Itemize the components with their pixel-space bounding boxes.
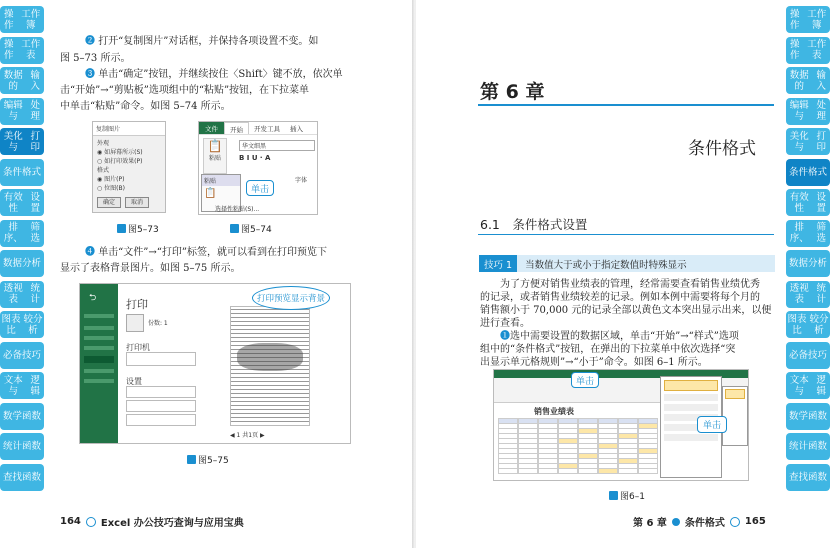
font-name-box[interactable]: 华文细黑 [239, 140, 315, 151]
copies-field[interactable]: 份数: 1 [148, 320, 168, 327]
grid-cell[interactable] [638, 468, 658, 474]
para1-line1: 为了方便对销售业绩表的管理，经常需要查看销售业绩优秀 [500, 279, 760, 290]
side-tab-label: 较分析 [809, 313, 829, 336]
option-screen[interactable]: ◉ 如屏幕所示(S) [97, 149, 143, 156]
rules-submenu [722, 386, 748, 446]
footer-chapter: 第 6 章 [633, 518, 667, 529]
side-tab-label: 数据的 [789, 69, 809, 92]
right-footer [633, 514, 766, 529]
side-tab-label: 分析 [22, 258, 42, 269]
preview-shows-background-callout: 打印预览显示背景 [252, 286, 330, 310]
side-tab-label: 函数 [22, 410, 42, 422]
sheet-title: 销售业绩表 [534, 407, 574, 416]
grid-cell[interactable] [498, 468, 518, 474]
side-tab-label: 格式 [808, 166, 828, 178]
menu-item-6[interactable] [664, 434, 718, 441]
side-tab-label: 排序、 [3, 222, 23, 244]
side-tab-label: 逻辑 [30, 374, 40, 397]
tab-developer[interactable]: 开发工具 [254, 125, 280, 133]
back-arrow-icon[interactable]: ⮌ [89, 293, 97, 303]
side-tab[interactable] [0, 67, 44, 94]
side-tab[interactable] [786, 311, 830, 338]
side-tab[interactable] [0, 128, 44, 155]
footer-chapter-title: 条件格式 [684, 518, 725, 529]
side-tab[interactable] [786, 342, 830, 369]
side-tab-label: 处理 [30, 100, 40, 122]
click-callout-left: 单击 [246, 180, 274, 196]
sales-grid [498, 418, 658, 476]
side-tab-label: 编辑与 [3, 100, 23, 122]
step1-line1: ❶选中需要设置的数据区域，单击“开始”→“样式”选项 [500, 331, 739, 342]
figure-icon [609, 491, 618, 500]
side-tab[interactable] [0, 220, 44, 247]
side-tab-label: 统计 [816, 283, 826, 305]
side-tab-label: 有效性 [789, 191, 809, 214]
step4-text-line1: ❹ 单击“文件”→“打印”标签，就可以看到在打印预览下 [85, 247, 328, 258]
footer-dot-icon [672, 518, 680, 526]
side-tab-label: 数学 [2, 410, 22, 422]
background-picture [237, 343, 303, 371]
side-tab[interactable] [786, 464, 830, 491]
grid-cell[interactable] [598, 468, 618, 474]
side-tab[interactable] [0, 250, 44, 277]
section-rule [478, 234, 774, 235]
side-tab-label: 美化与 [3, 130, 23, 153]
side-tab-label: 条件 [2, 166, 22, 178]
side-tab-label: 函数 [808, 410, 828, 422]
appearance-label: 外观 [97, 140, 110, 147]
tip-title: 当数值大于或小于指定数值时特殊显示 [525, 259, 687, 271]
fig-6-1-caption: 图6–1 [609, 489, 645, 502]
backstage-sidebar [80, 284, 118, 443]
figure-icon [117, 224, 126, 233]
step3-text-line2: 击“开始”→“剪贴板”选项组中的“粘贴”按钮，在下拉菜单 [60, 85, 310, 96]
side-tab-label: 工作簿 [807, 8, 827, 31]
settings-label: 设置 [126, 377, 142, 386]
side-tab-label: 文本与 [3, 374, 23, 397]
page-nav[interactable]: ◀ 1 共1页 ▶ [230, 432, 265, 439]
side-tab-label: 有效性 [3, 191, 23, 214]
side-tab-label: 筛选 [816, 222, 826, 244]
side-tab-label: 筛选 [30, 222, 40, 244]
grid-cell[interactable] [538, 468, 558, 474]
side-tab[interactable] [786, 128, 830, 155]
menu-item-2[interactable] [664, 394, 718, 401]
para1-line3: 销售额小于 70,000 元的记录全部以黄色文本突出显示出来，以便 [480, 305, 772, 316]
side-tab-label: 图表比 [787, 313, 807, 336]
preview-page [230, 306, 310, 426]
side-tab-label: 统计 [788, 441, 808, 452]
side-tab-label: 函数 [808, 441, 828, 452]
side-tab[interactable] [786, 98, 830, 125]
side-tab-label: 操作 [790, 8, 800, 31]
fig-5-75-caption: 图5–75 [187, 453, 229, 466]
side-tab[interactable] [0, 159, 44, 186]
para1-line4: 进行查看。 [480, 318, 530, 329]
side-tab[interactable] [0, 372, 44, 399]
side-tab-label: 输入 [30, 69, 40, 92]
left-footer [60, 514, 244, 529]
grid-cell[interactable] [558, 468, 578, 474]
side-tab[interactable] [0, 433, 44, 460]
step3-text-line3: 中单击“粘贴”命令。如图 5–74 所示。 [60, 101, 231, 112]
fig-5-74-caption: 图5–74 [230, 222, 272, 235]
side-tab[interactable] [0, 403, 44, 430]
side-tab[interactable] [786, 37, 830, 64]
side-tab-label: 数据的 [3, 69, 23, 92]
side-tab[interactable] [786, 250, 830, 277]
side-tab[interactable] [786, 189, 830, 216]
ok-button[interactable]: 确定 [97, 197, 121, 208]
side-tab-label: 分析 [808, 258, 828, 269]
cancel-button[interactable]: 取消 [125, 197, 149, 208]
side-tab-label: 较分析 [23, 313, 43, 336]
side-tab-label: 查找 [2, 471, 22, 483]
section-heading: 6.1 条件格式设置 [480, 217, 588, 232]
tip-banner [479, 255, 775, 272]
option-print[interactable]: ○ 如打印效果(P) [97, 158, 143, 165]
side-tab-label: 设置 [816, 191, 826, 214]
side-tab-label: 技巧 [808, 349, 828, 361]
side-tab[interactable] [0, 281, 44, 308]
side-tab[interactable] [0, 189, 44, 216]
side-tab-label: 透视表 [789, 283, 809, 305]
side-tab-label: 函数 [22, 471, 42, 483]
side-tab-label: 逻辑 [816, 374, 826, 397]
side-tab[interactable] [786, 6, 830, 33]
chapter-rule [478, 104, 774, 106]
side-tab-label: 技巧 [22, 349, 42, 361]
side-tab[interactable] [0, 98, 44, 125]
setting-select-1[interactable] [126, 386, 196, 398]
option-picture[interactable]: ◉ 图片(P) [97, 176, 125, 183]
side-tab[interactable] [786, 159, 830, 186]
side-tab-label: 工作簿 [21, 8, 41, 31]
book-title: Excel 办公技巧查询与应用宝典 [100, 518, 244, 529]
side-tab[interactable] [786, 372, 830, 399]
side-tab-label: 打印 [30, 130, 40, 153]
grid-cell[interactable] [518, 468, 538, 474]
side-tab-label: 条件 [788, 166, 808, 178]
paste-special-item[interactable]: 选择性粘贴(S)... [215, 206, 260, 213]
side-tab-label: 函数 [22, 441, 42, 452]
side-tab[interactable] [786, 220, 830, 247]
side-tab-label: 数学 [788, 410, 808, 422]
paste-button[interactable]: 📋 粘贴 [203, 138, 227, 174]
side-tab-label: 统计 [30, 283, 40, 305]
side-tab[interactable] [786, 281, 830, 308]
font-style-buttons[interactable]: B I U · A [239, 154, 271, 162]
highlight-cells-rules-item[interactable] [664, 380, 718, 391]
option-bitmap[interactable]: ○ 位图(B) [97, 185, 125, 192]
setting-select-3[interactable] [126, 414, 196, 426]
step4-text-line2: 显示了表格背景图片。如图 5–75 所示。 [60, 263, 241, 274]
side-tab-label: 数据 [2, 258, 22, 269]
click-callout-2: 单击 [697, 416, 727, 433]
figure-icon [230, 224, 239, 233]
side-tab[interactable] [0, 37, 44, 64]
side-tab-label: 必备 [2, 349, 22, 361]
side-tab-label: 打印 [816, 130, 826, 153]
step2-text-line2: 图 5–73 所示。 [60, 53, 131, 64]
side-tab-label: 编辑与 [789, 100, 809, 122]
figure-icon [187, 455, 196, 464]
tab-insert[interactable]: 插入 [290, 125, 303, 133]
side-tab-label: 查找 [788, 471, 808, 483]
printer-label: 打印机 [126, 343, 150, 352]
footer-circle-icon [86, 517, 96, 527]
grid-cell[interactable] [578, 468, 598, 474]
side-tab-label: 操作 [4, 39, 14, 61]
paste-menu-header: 粘贴 [202, 175, 240, 186]
side-tab-label: 处理 [816, 100, 826, 122]
side-tab-label: 数据 [788, 258, 808, 269]
side-tab-label: 工作表 [807, 39, 827, 61]
page-number-left: 164 [60, 516, 81, 527]
side-tab[interactable] [0, 342, 44, 369]
fig-5-73-caption: 图5–73 [117, 222, 159, 235]
font-group-label: 字体 [295, 177, 308, 184]
side-tab[interactable] [0, 464, 44, 491]
side-tab-label: 文本与 [789, 374, 809, 397]
less-than-item[interactable] [725, 389, 745, 399]
side-tab-label: 函数 [808, 471, 828, 483]
side-tab[interactable] [786, 67, 830, 94]
side-tab-label: 格式 [22, 166, 42, 178]
para1-line2: 的记录，或者销售业绩较差的记录。例如本例中需要将每个月的 [480, 292, 760, 303]
menu-item-3[interactable] [664, 404, 718, 411]
format-label: 格式 [97, 167, 110, 174]
grid-row [498, 468, 658, 473]
step3-text-line1: ❸ 单击“确定”按钮，并继续按住〈Shift〉键不放，依次单 [85, 69, 343, 80]
side-tab-label: 透视表 [3, 283, 23, 305]
chapter-title: 条件格式 [688, 139, 756, 159]
ribbon-screenshot [198, 121, 318, 215]
print-heading: 打印 [126, 298, 148, 311]
side-tab-label: 设置 [30, 191, 40, 214]
side-tab[interactable] [0, 6, 44, 33]
grid-cell[interactable] [618, 468, 638, 474]
side-tab-label: 统计 [2, 441, 22, 452]
footer-circle-icon [730, 517, 740, 527]
side-tab[interactable] [786, 433, 830, 460]
tab-file[interactable]: 文件 [199, 122, 224, 134]
side-tab-label: 必备 [788, 349, 808, 361]
click-callout-1: 单击 [571, 372, 599, 388]
side-tab[interactable] [0, 311, 44, 338]
side-tab-label: 图表比 [1, 313, 21, 336]
copy-picture-dialog [92, 121, 166, 213]
step1-line2: 组中的“条件格式”按钮，在弹出的下拉菜单中依次选择“突 [480, 344, 736, 355]
side-tab-label: 美化与 [789, 130, 809, 153]
paste-option-icon[interactable]: 📋 [204, 188, 217, 199]
side-tab-label: 操作 [4, 8, 14, 31]
side-tab[interactable] [786, 403, 830, 430]
tab-home[interactable]: 开始 [224, 122, 249, 134]
print-button[interactable] [126, 314, 144, 332]
step1-line3: 出显示单元格规则”→“小于”命令。如图 6–1 所示。 [480, 357, 708, 368]
step2-text-line1: ❷ 打开“复制图片”对话框，并保持各项设置不变。如 [85, 36, 319, 47]
right-page [416, 0, 830, 548]
dialog-title: 复制图片 [93, 122, 165, 136]
tip-label: 技巧 1 [479, 255, 517, 272]
side-tab-label: 排序、 [789, 222, 809, 244]
side-tab-label: 输入 [816, 69, 826, 92]
page-number-right: 165 [744, 516, 766, 527]
printer-select[interactable] [126, 352, 196, 366]
left-page [0, 0, 414, 548]
clipboard-icon: 📋 [207, 139, 223, 153]
side-tab-label: 工作表 [21, 39, 41, 61]
setting-select-2[interactable] [126, 400, 196, 412]
chapter-number: 第 6 章 [480, 81, 545, 103]
side-tab-label: 操作 [790, 39, 800, 61]
